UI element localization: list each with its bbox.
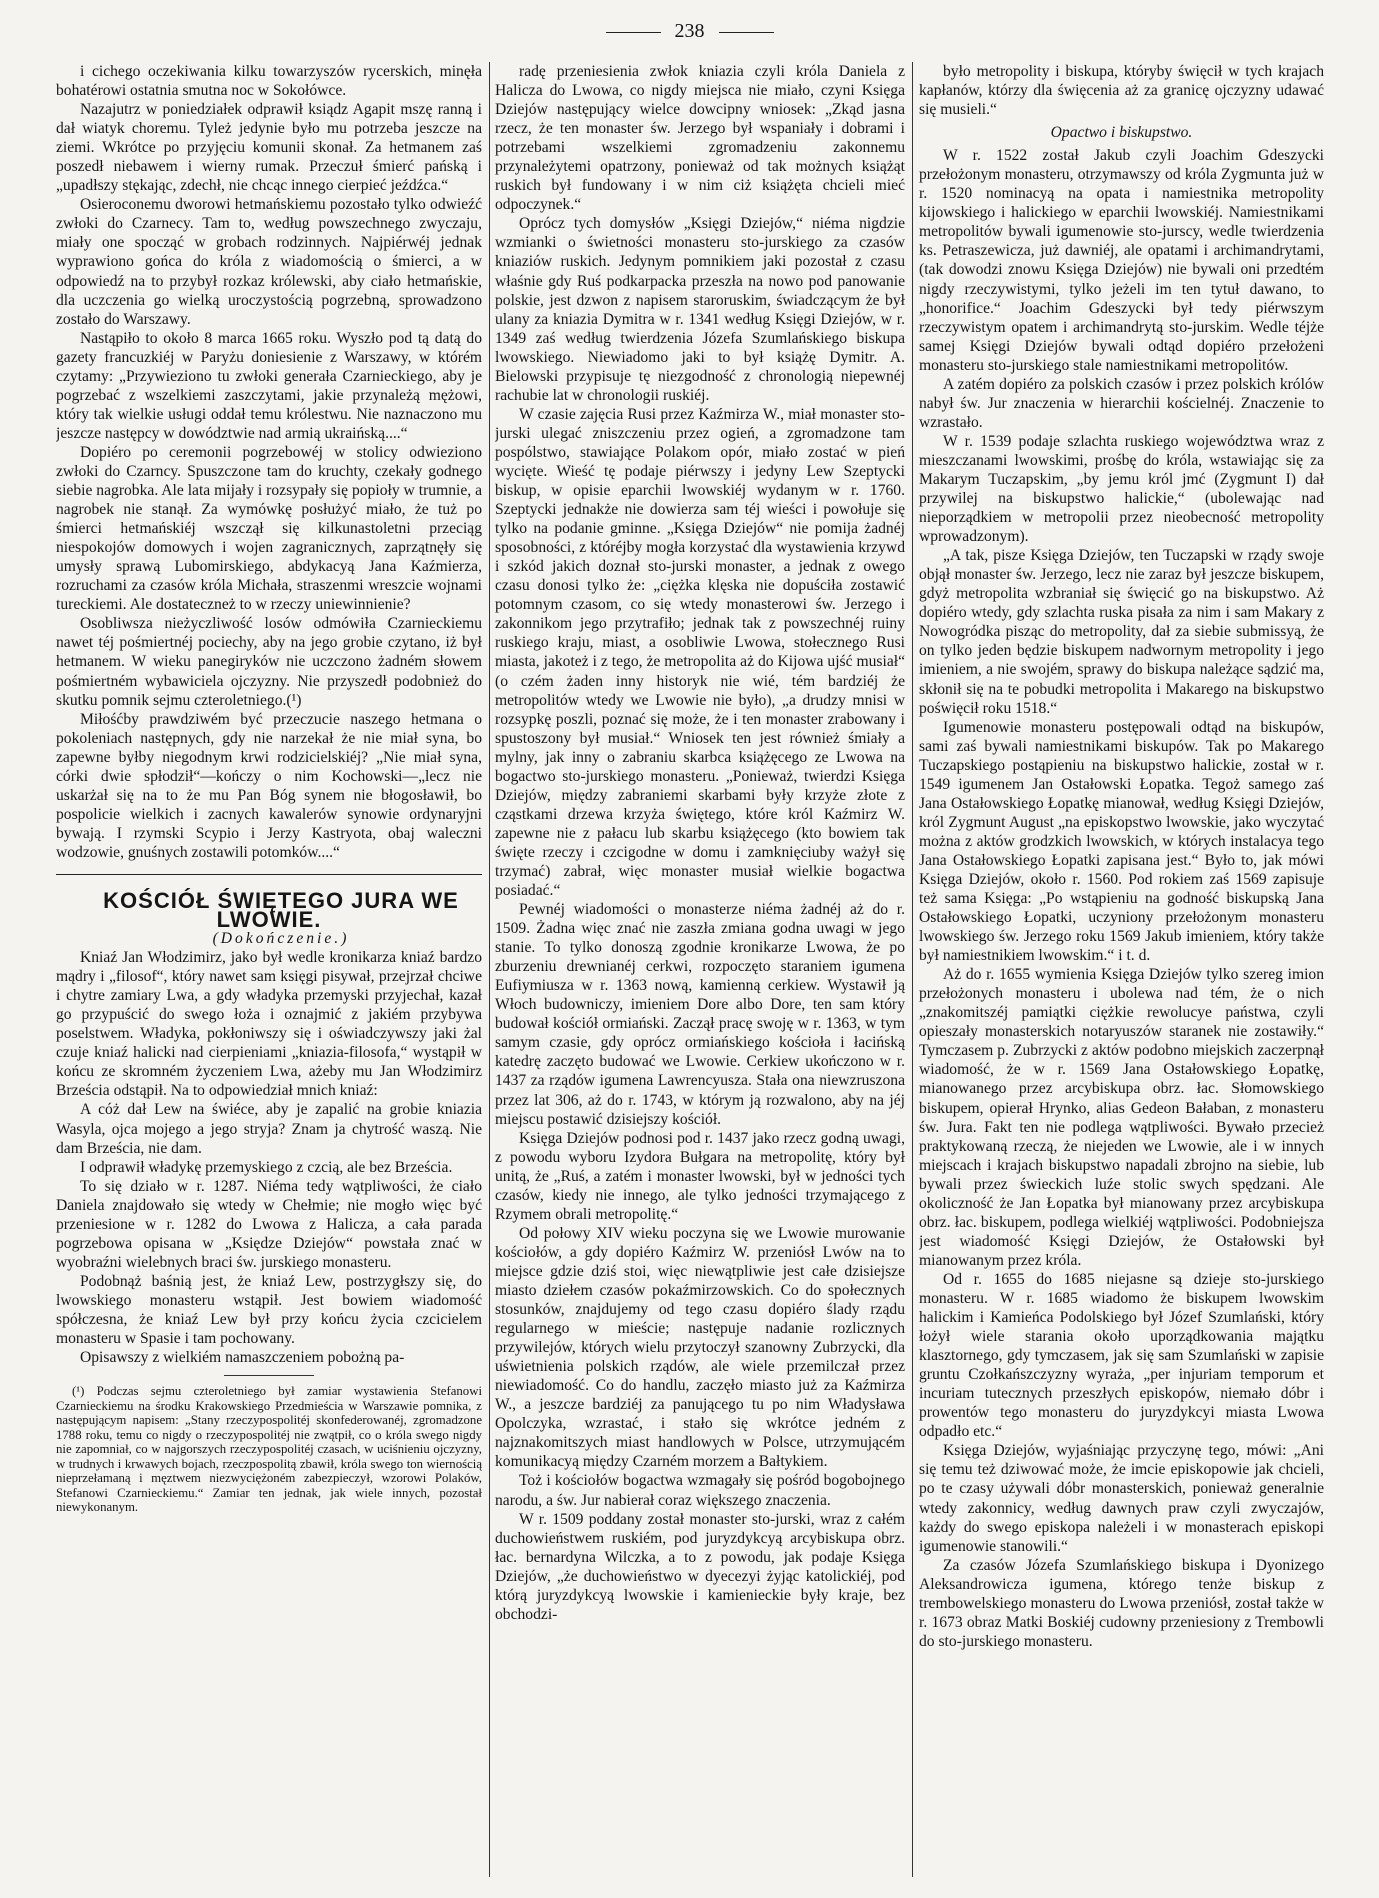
paragraph: Kniaź Jan Włodzimirz, jako był wedle kronikarza kniaź bardzo mądry i „filosof“, który nawet sam księgi pisywał, przejrzał chciwe i chytre zamiary Lwa, a gdy władyka przemyski przyjechał, kazał go przypuścić do swego łoża i oznajmić z jakiém przybywa poselstwem. Władyka, pokłoniwszy się i oświadczywszy jaki żal czuje kniaź halicki nad cierpieniami „kniazia-filosofa,“ wystąpił w końcu ze skromném życzeniem Lwa, ażeby mu Jan Włodzimirz Brześcia odstąpił. Na to odpowiedział mnich kniaź:: [56, 949, 482, 1100]
paragraph: Aż do r. 1655 wymienia Księga Dziejów tylko szereg imion przełożonych monasteru i ubolewa nad tém, że o nich „znakomitszéj pamiątki ciężkie rewolucye państwa, czyli opieszały monasterskich notaryuszów staranek nie zostawiły.“ Tymczasem p. Zubrzycki z aktów podobno miejskich zaczerpnął wiadomość, że w r. 1569 Jana Ostałowskiego Łopatkę, mianowanego przez arcybiskupa obrz. łac. Słomowskiego biskupem, opierał Hrynko, alias Gedeon Bałaban, z monasteru św. Jura. Fakt ten nie podlega wątpliwości. Bywało przecież praktykowaną rzeczą, że niejeden we Lwowie, ale i w innych miejscach i krajach biskupstwo napadali zbrojno na siebie, lub bywali przez świeckich luźe stolic swych spędzani. Ale okoliczność że Jan Łopatka był mianowany przez arcybiskupa obrz. łac. biskupem, podlega wielkiéj wątpliwości. Podobniejsza jest wiadomość Księgi Dziejów, że Ostałowski był mianowanym przez króla.: [919, 966, 1324, 1269]
page-number: 238: [674, 20, 705, 42]
paragraph: Osieroconemu dworowi hetmańskiemu pozostało tylko odwieźć zwłoki do Czarnecy. Tam to, według powszechnego zwyczaju, miały one spocząć w grobach rodzinnych. Najpiérwéj jednak wyprawiono gońca do króla z wiadomością o śmierci, a w odpowiedź na to przybył rozkaz królewski, aby ciało hetmańskie, dla uczczenia go wielką uroczystością pogrzebną, sprowadzono zostało do Warszawy.: [56, 196, 482, 328]
column-right: [919, 62, 1324, 1880]
paragraph: było metropolity i biskupa, któryby święcił w tych krajach kapłanów, którzy dla święcenia aż za granicę ojczyzny udawać się musieli.“: [919, 63, 1324, 119]
paragraph: Nastąpiło to około 8 marca 1665 roku. Wyszło pod tą datą do gazety francuzkiéj w Paryżu doniesienie z Warszawy, w którém czytamy: „Przywieziono tu zwłoki generała Czarnieckiego, aby je pogrzebać z wszelkiemi zaszczytami, jakie przynależą mężowi, który tak wielkie usługi oddał temu królestwu. Nie naznaczono mu jeszcze następcy w dowództwie nad armią ukraińską....“: [56, 329, 482, 442]
column-divider-left: [489, 62, 490, 1877]
paragraph: Toż i kościołów bogactwa wzmagały się pośród bogobojnego narodu, a św. Jur nabierał coraz większego znaczenia.: [495, 1472, 905, 1509]
paragraph: Igumenowie monasteru postępowali odtąd na biskupów, sami zaś bywali namiestnikami biskupów. Tak po Makarego Tuczapskiego postąpieniu na biskupstwo halickie, został w r. 1549 igumenem Jan Ostałowski Łopatka. Tegoż samego zaś Jana Ostałowskiego Łopatkę mianował, według Księgi Dziejów, król Zygmunt August „na episkopstwo lwowskie, jako wyczytać można z aktów grodzkich lwowskich, w których instalacya tego Jana Ostałowskiego Łopatki zapisana jest.“ Było to, jak mówi Księga Dziejów, około r. 1560. Pod rokiem zaś 1569 zapisuje też sama Księga: „Po wstąpieniu na godność biskupską Jana Ostałowskiego Łopatki, uczyniony przełożonym monasteru lwowskiego św. Jerzego roku 1569 Jakub imieniem, który także był namiestnikiem lwowskim.“ i t. d.: [919, 718, 1324, 965]
section-rule: [56, 874, 482, 875]
paragraph: Nazajutrz w poniedziałek odprawił ksiądz Agapit mszę ranną i dał wiatyk choremu. Tyleż jedynie było mu potrzeba jeszcze na ziemi. Wkrótce po przyjęciu komunii skonał. Za hetmanem zaś poszedł niebawem i wierny rumak. Przeczuł śmierć pańską i „upadłszy stękając, zdechł, nie chcąc innego cierpieć jeźdźca.“: [56, 101, 482, 195]
paragraph: Księga Dziejów, wyjaśniając przyczynę tego, mówi: „Ani się temu też dziwować może, że imcie episkopowie jak chcieli, po te czasy używali dóbr monasterskich, ponieważ generalnie wtedy zakonnicy, według dawnych praw czyli zwyczajów, każdy do swego episkopa należeli i w monasterach episkopi igumenowie stanowili.“: [919, 1442, 1324, 1555]
paragraph: Dopiéro po ceremonii pogrzebowéj w stolicy odwieziono zwłoki do Czarncy. Spuszczone tam do kruchty, czekały godnego siebie nagrobka. Ale lata mijały i rozsypały się popioły w trumnie, a nagrobek nie stanął. Za wymówkę posłużyć miało, że tuż po śmierci hetmańskiéj wszczął się kilkunastoletni przeciąg niespokojów domowych i wojen zagranicznych, zaprzątnęły się umysły sprawą Lubomirskiego, abdykacyą Jana Kaźmierza, rozruchami za czasów króla Michała, straszenmi wreszcie wojnami tureckiemi. Ale dostateczneż to w rzeczy uniewinnienie?: [56, 443, 482, 614]
paragraph: W r. 1522 został Jakub czyli Joachim Gdeszycki przełożonym monasteru, otrzymawszy od króla Zygmunta już w r. 1520 nominacyą na opata i namiestnika metropolity kijowskiego i halickiego w eparchii lwowskiéj. Namiestnikami metropolitów bywali igumenowie sto-jurscy, wedle twierdzenia ks. Petraszewicza, już dawniéj, ale opatami i archimandrytami, (tak dowodzi znowu Księga Dziejów) nie bywali oni przedtém nigdy rzeczywistymi, tylko jeżeli im ten tytuł dawano, to „honorifice.“ Joachim Gdeszycki był tedy piérwszym rzeczywistym opatem i archimandrytą sto-jurskim. Wedle téjże samej Księgi Dziejów bywali odtąd dopiéro przełożeni monasteru sto-jurskiego stale namiestnikami metropolitów.: [919, 147, 1324, 374]
paragraph: W r. 1539 podaje szlachta ruskiego województwa wraz z mieszczanami lwowskimi, prośbę do króla, wstawiając się za Makarym Tuczapskim, „by jemu król jmć (Zygmunt I) dał przywilej na biskupstwo halickie,“ (ubolewając nad nieporządkiem w metropolii przez nieobecność metropolity wprowadzonym).: [919, 432, 1324, 546]
paragraph: A cóż dał Lew na świéce, aby je zapalić na grobie kniazia Wasyla, ojca mojego a jego stryja? Znam ja chytrość waszą. Nie dam Brześcia, nie dam.: [56, 1101, 482, 1157]
paragraph: Opisawszy z wielkiém namaszczeniem pobożną pa-: [80, 1349, 405, 1367]
column-divider-right: [912, 62, 913, 1877]
header-rule-right: [719, 32, 774, 33]
page-number-header: [0, 20, 1379, 43]
paragraph: Osobliwsza nieżyczliwość losów odmówiła Czarnieckiemu nawet téj pośmiertnéj pociechy, aby na jego grobie czytano, iż był hetmanem. W wieku panegiryków nie uczczono żadném słowem pośmiertném wybawiciela ojczyzny. Nie przyszedł podobnież do skutku pomnik sejmu czteroletniego.(¹): [56, 615, 482, 709]
paragraph: To się działo w r. 1287. Niéma tedy wątpliwości, że ciało Daniela znajdowało się wtedy w Chełmie; nie mogło więc być przeniesione w r. 1282 do Lwowa z Halicza, a cała parada pogrzebowa opisana w „Księdze Dziejów“ powstała znać w wyobraźni wielebnych braci św. jurskiego monasteru.: [56, 1177, 482, 1271]
column-middle: [495, 62, 905, 1880]
footnote-rule: [224, 1375, 314, 1376]
right-column-text-top: [919, 62, 1324, 119]
paragraph: W r. 1509 poddany został monaster sto-jurski, wraz z całém duchowieństwem ruskiém, pod juryzdykcyą arcybiskupa obrz. łac. bernardyna Wilczka, a to z powodu, jak podaje Księga Dziejów, „że duchowieństwo w dyecezyi żyjąc katolickiéj, pod którą juryzdykcyą lwowskie i kamienieckie były kraje, bez obchodzi-: [495, 1510, 905, 1623]
paragraph: A zatém dopiéro za polskich czasów i przez polskich królów nabył św. Jur znaczenia w hierarchii kościelnéj. Znaczenie to wzrastało.: [919, 375, 1324, 431]
jura-article-text: [56, 948, 482, 1367]
paragraph: Pewnéj wiadomości o monasterze niéma żadnéj aż do r. 1509. Żadna więc znać nie zaszła zmiana godna uwagi w jego stanie. To tylko donoszą zgodnie kronikarze Lwowa, że po zburzeniu drewnianéj cerkwi, rozpoczęto staraniem igumena Eufiymiusza w r. 1363 nową, kamienną cerkiew. Wystawił ją Włoch budowniczy, imieniem Dore albo Dore, ten sam który budował kościół ormiański. Zaczął pracę swoję w r. 1363, w tym samym czasie, gdy oprócz ormiańskiego kościoła i łacińską katedrę zaczęto budować we Lwowie. Cerkiew ukończono w r. 1437 za rządów igumena Lawrencyusza. Stała ona niewzruszona przez lat 306, aż do r. 1743, w którym ją rozwalono, aby na jéj miejscu postawić dzisiejszy kościół.: [495, 901, 905, 1128]
paragraph: Oprócz tych domysłów „Księgi Dziejów,“ niéma nigdzie wzmianki o świetności monasteru sto-jurskiego za czasów kniaziów ruskich. Jedynym pomnikiem jaki pozostał z czasu właśnie gdy Ruś podkarpacka przeszła na nowo pod panowanie polskie, jest dzwon z napisem staroruskim, świadczącym że był ulany za kniazia Dymitra w r. 1341 według Księgi Dziejów, w r. 1349 zaś według twierdzenia Józefa Szumlańskiego biskupa lwowskiego. Niewiadomo jaki to był książę Dymitr. A. Bielowski przypisuje tę niezgodność z chronologią niepewnéj rachubie lat w chronologii ruskiéj.: [495, 215, 905, 404]
paragraph: Od połowy XIV wieku poczyna się we Lwowie murowanie kościołów, a gdy dopiéro Kaźmirz W. przeniósł Lwów na to miejsce gdzie dziś stoi, więc niewątpliwie jest całe dzisiejsze miasto dziełem czasów pokaźmirzowskich. Co do społecznych stosunków, znajdujemy od tego czasu dopiéro ślady rządu regularnego w mieście; następuje nadanie rozlicznych przywilejów, których wielu przytoczył szanowny Zubrzycki, dla uświetnienia polskich rządów, ale wiele przemilczał przez niewiadomość. Co do handlu, zaczęło miasto już za Kaźmirza W., a jeszcze bardziéj za panującego tu po nim Władysława Opolczyka, wzrastać, i stało się wkrótce jedném z najznakomitszych miast handlowych w Polsce, utrzymującém komunikacyą między Czarném morzem a Bałtykiem.: [495, 1224, 905, 1471]
paragraph: Za czasów Józefa Szumlańskiego biskupa i Dyonizego Aleksandrowicza igumena, którego tenże biskup z trembowelskiego monasteru do Lwowa przeniósł, został także w r. 1673 obraz Matki Boskiéj cudowny przeniesiony z Trembowli do sto-jurskiego monasteru.: [919, 1556, 1324, 1650]
footnote: [56, 1384, 482, 1515]
paragraph: W czasie zajęcia Rusi przez Kaźmirza W., miał monaster sto-jurski ulegać zniszczeniu przez ogień, a zgromadzone tam pospólstwo, stawiające Polakom opór, miało zostać w pień wycięte. Wieść tę podaje piérwszy i jedyny Lew Szeptycki biskup, w opisie eparchii lwowskiéj wydanym w r. 1760. Szeptycki jednakże nie dowierza sam téj wieści i powołuje się tylko na podanie gminne. „Księga Dziejów“ nie pomija żadnéj sposobności, z któréjby mogła korzystać dla wystawienia krzywd i szkód jakich doznał sto-jurski monaster, a jednak z owego czasu donosi tylko że: „ciężka klęska nie dopuściła zostawić potomnym czasom, co się wtedy monasterowi św. Jerzego i zakonnikom jego przytrafiło; jednak tak z powszechnéj ruiny ruskiego kraju, miast, a osobliwie Lwowa, stołecznego Rusi miasta, jakoteż i z tego, że metropolita aż do Kijowa ujść musiał“ (o czém żaden inny historyk nie wié, tém bardziéj że metropolitów wtedy we Lwowie nie było), „a drudzy mnisi w rozsypkę poszli, poznać się może, że i ten monaster zrabowany i spustoszony był musiał.“ Wniosek ten jest również śmiały a mylny, jak inny o zabraniu skarbca książęcego ze Lwowa na bogactwo sto-jurskiego monasteru. „Ponieważ, twierdzi Księga Dziejów, między zabraniemi skarbami były krzyże złote z cząstkami drzewa krzyża świętego, które król Kaźmirz W. zapewne nie z pałacu lub skarbu książęcego (kto bowiem tak święte rzeczy i czcigodne w domu i zamknięciuby ważył się trzymać) zabrał, więc monaster musiał wielkie bogactwa posiadać.“: [495, 405, 905, 900]
section-heading: Opactwo i biskupstwo.: [1050, 124, 1193, 142]
paragraph: radę przeniesienia zwłok kniazia czyli króla Daniela z Halicza do Lwowa, co nigdy miejsca nie miało, czyni Księga Dziejów następujący wielce dowcipny wniosek: „Zkąd jasna rzecz, że ten monaster św. Jerzego był wspaniały i dobrami i potrzebami wszelkiemi zgromadzeniu zakonnemu przynależytemi opatrzony, ponieważ od tak możnych książąt ruskich był fundowany i w nim ciż książęta chcieli mieć odpoczynek.“: [495, 63, 905, 214]
article-subtitle: (Dokończenie.): [212, 930, 350, 948]
right-column-text: [919, 146, 1324, 1651]
paragraph: i cichego oczekiwania kilku towarzyszów rycerskich, minęła bohatérowi ostatnia smutna noc w Sokołówce.: [56, 63, 482, 100]
czarniecki-article-text: [56, 62, 482, 862]
paragraph: Miłośćby prawdziwém być przeczucie naszego hetmana o pokoleniach następnych, gdy nie narzekał że nie miał syna, bo zapewne byłby niegodnym krwi rodzicielskiéj? „Nie miał syna, córki dwie spłodził“—kończy o nim Kochowski—„lecz nie uskarżał się na to że mu Pan Bóg synem nie błogosławił, bo pospolicie wielkich i zacnych kawalerów synowie ordynaryjni bywają. I rzymski Scypio i Jerzy Kastryota, obaj waleczni wodzowie, gnuśnych zostawili potomków....“: [56, 710, 482, 861]
paragraph: Od r. 1655 do 1685 niejasne są dzieje sto-jurskiego monasteru. W r. 1685 wiadomo że biskupem lwowskim halickim i Kamieńca Podolskiego był Józef Szumlański, który łożył wiele starania około uporządkowania majątku klasztornego, gdy tymczasem, jak się sam Szumlański w zapisie gruntu Czołkańszczyzny wyraża, „per injuriam temporum et incuriam tutecznych przeszłych episkopów, niemało dóbr i prowentów tego monasteru do juryzdykcyi miasta Lwowa odpadło etc.“: [919, 1270, 1324, 1441]
header-rule-left: [606, 32, 661, 33]
footnote-text: (¹) Podczas sejmu czteroletniego był zamiar wystawienia Stefanowi Czarnieckiemu na środku Krakowskiego Przedmieścia w Warszawie pomnika, z następującym napisem: „Stany rzeczypospolitéj skonfederowanéj, zgromadzone 1788 roku, temu co nigdy o rzeczypospolitéj nie zwątpił, co o króla swego nigdy nie zapomniał, co w najgorszych rzeczypospolitéj czasach, w uciśnieniu ojczyzny, w trudnych i krwawych bojach, rzeczpospolitą zbawił, króla swego ton wiernością nieprzełamaną i męztwem niezwyciężoném zabezpieczył, wzorowi Polaków, Stefanowi Czarnieckiemu.“ Zamiar ten jednak, jak wiele innych, pozostał niewykonanym.: [56, 1384, 482, 1515]
column-left: [56, 62, 482, 1880]
paragraph: I odprawił władykę przemyskiego z czcią, ale bez Brześcia.: [80, 1158, 453, 1176]
paragraph: Księga Dziejów podnosi pod r. 1437 jako rzecz godną uwagi, z powodu wyboru Izydora Bułgara na metropolitę, który był unitą, że „Ruś, a zatém i monaster lwowski, był w jedności tych czasów, kiedy nie innego, ale tylko jedności trzymającego z Rzymem obrali metropolitę.“: [495, 1129, 905, 1223]
middle-column-text: [495, 62, 905, 1624]
paragraph: Podobnąż baśnią jest, że kniaź Lew, postrzygłszy się, do lwowskiego monasteru wstąpił. Jest bowiem wiadomość spółczesna, że kniaź Lew był przy końcu życia czcicielem monasteru w Spasie i tam pochowany.: [56, 1272, 482, 1348]
article-title: KOŚCIÓŁ ŚWIĘTEGO JURA WE LWOWIE.: [103, 887, 459, 933]
paragraph: „A tak, pisze Księga Dziejów, ten Tuczapski w rządy swoje objął monaster św. Jerzego, lecz nie zaraz był jeszcze biskupem, gdyż metropolita wzbraniał się święcić go na biskupstwo. Aż dopiéro wtedy, gdy szlachta ruska pisała za nim i sam Makary z Nowogródka pisząc do metropolity, dał za siebie submissyą, że on tylko jeden będzie biskupem nadwornym metropolity i jego imieniem, a nie swojém, sprawy do biskupa należące sądzić ma, skłonił się na te pobudki metropolita i Makarego na biskupstwo poświęcił roku 1518.“: [919, 547, 1324, 717]
